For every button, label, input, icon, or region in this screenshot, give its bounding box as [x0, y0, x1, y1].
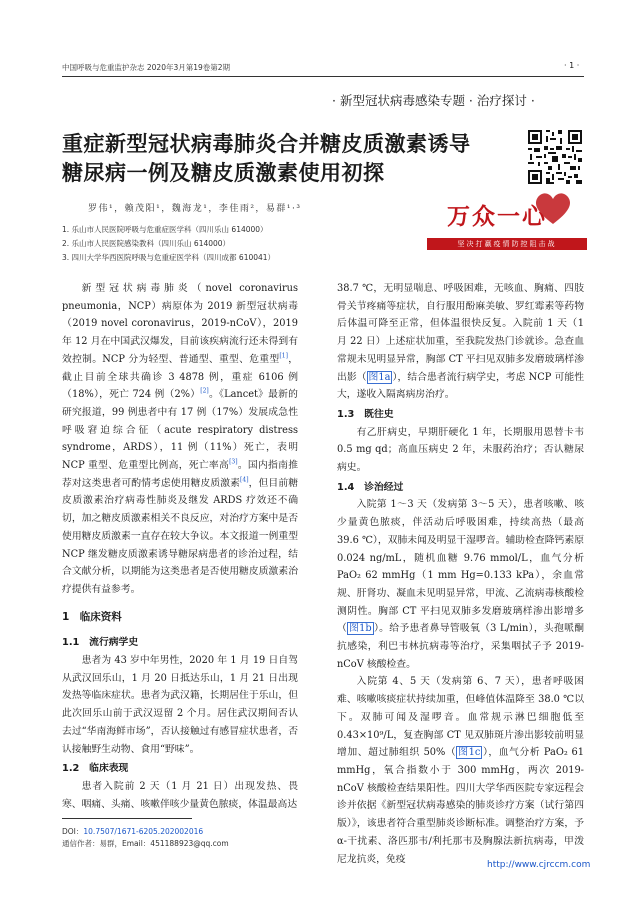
- footnote-rule: [62, 818, 192, 819]
- title-line-1: 重症新型冠状病毒肺炎合并糖皮质激素诱导: [62, 132, 471, 156]
- author-list: 罗伟¹，赖茂阳¹，魏海龙¹，李佳雨²，易群¹·³: [88, 204, 302, 214]
- subsection-heading: 1.4 诊治经过: [337, 481, 404, 493]
- footnote: DOI：10.7507/1671-6205.202002016 通信作者：易群，Email：451188923@qq.com: [62, 827, 229, 848]
- body-paragraph: 入院第 4、5 天（发病第 6、7 天），患者呼吸困难、咳嗽咳痰症状持续加重，但峰值体温降至 38.0 ℃以下。双肺可闻及湿啰音。血常规示淋巴细胞低至 0.43×10⁹/L，复查胸部 CT 见双肺斑片渗出影较前明显增加、超过肺组织 50%（ 图1c ），血气分析 PaO₂ 61 mmHg，氧合指数小于 300 mmHg，两次 2019-nCoV 核酸检查结果阳性。四川大学华西医院专家远程会诊并依据《新型冠状病毒感染的肺炎诊疗方案（试行第四版）》，该患者符合重型肺炎诊断标准。调整治疗方案，予 α-干扰素、洛匹那韦/利托那韦及胸腺法新抗病毒，甲泼尼龙抗炎，免疫: [337, 676, 584, 865]
- affiliation-list: [62, 223, 275, 265]
- doi-link[interactable]: 10.7507/1671-6205.202002016: [83, 827, 204, 836]
- journal-header: 中国呼吸与危重监护杂志 2020年3月第19卷第2期: [62, 63, 231, 72]
- body-paragraph: 入院第 1～3 天（发病第 3～5 天），患者咳嗽、咳少量黄色脓痰，伴活动后呼吸困难，持续高热（最高 39.6 ℃），双肺未闻及明显干湿啰音。辅助检查降钙素原 0.024 ng/mL，随机血糖 9.76 mmol/L，血气分析 PaO₂ 62 mmHg（1 mm Hg=0.133 kPa），余血常规、肝肾功、凝血未见明显异常，甲流、乙流病毒核酸检测阴性。胸部 CT 平扫见双肺多发磨玻璃样渗出影增多（ 图1b ）。给予患者鼻导管吸氧（3 L/min），头孢哌酮抗感染，利巴韦林抗病毒等治疗，采集咽拭子予 2019-nCoV 核酸检查。: [337, 499, 584, 670]
- body-column-left: [62, 280, 298, 813]
- intro-paragraph: 新型冠状病毒肺炎（novel coronavirus pneumonia，NCP）病原体为 2019 新型冠状病毒（2019 novel coronavirus，2019-nCoV），2019 年 12 月在中国武汉爆发，目前该疾病流行还未得到有效控制。NCP 分为轻型、普通型、重型、危重型[1]，截止目前全球共确诊 3 4878 例，重症 6106 例（18%），死亡 724 例（2%）[2]。《Lancet》最新的研究报道，99 例患者中有 17 例（17%）发展成急性呼吸窘迫综合征（acute respiratory distress syndrome，ARDS），11 例（11%）死亡，表明 NCP 重型、危重型比例高，死亡率高[3]。国内指南推荐对这类患者可酌情考虑使用糖皮质激素[4]，但目前糖皮质激素治疗病毒性肺炎及继发 ARDS 疗效还不确切，加之糖皮质激素相关不良反应，对治疗方案中是否使用糖皮质激素一直存在较大争议。本文报道一例重型 NCP 继发糖皮质激素诱导糖尿病患者的诊治过程，结合文献分析，以期能为这类患者是否使用糖皮质激素治疗提供有益参考。: [62, 283, 299, 595]
- affiliation-item: 2. 乐山市人民医院感染教科（四川乐山 614000）: [62, 239, 231, 248]
- section-heading: 1 临床资料: [62, 610, 122, 623]
- citation-link[interactable]: [1]: [279, 352, 288, 360]
- qr-code-icon: [528, 130, 582, 184]
- affiliation-item: 1. 乐山市人民医院呼吸与危重症医学科（四川乐山 614000）: [62, 225, 268, 234]
- citation-link[interactable]: [4]: [240, 476, 249, 484]
- body-paragraph: 患者为 43 岁中年男性，2020 年 1 月 19 日自驾从武汉回乐山，1 月 20 日抵达乐山，1 月 21 日出现发热等临床症状。患者为武汉籍，长期居住于乐山，但此次回乐山前于武汉逗留 2 个月。居住武汉期间否认去过“华南海鲜市场”，否认接触过有感冒症状患者，否认接触野生动物、食用“野味”。: [62, 655, 298, 755]
- corresponding-author: 通信作者：易群，Email：451188923@qq.com: [62, 839, 229, 848]
- subsection-heading: 1.2 临床表现: [62, 763, 129, 775]
- website-link[interactable]: http://www.cjrccm.com: [487, 860, 591, 870]
- figure-link[interactable]: 图1a: [368, 371, 391, 383]
- title-line-2: 糖尿病一例及糖皮质激素使用初探: [62, 161, 385, 185]
- body-paragraph: 患者入院前 2 天（1 月 21 日）出现发热、畏寒、咽痛、头痛、咳嗽伴咳少量黄色脓痰，体温最高达: [62, 780, 298, 810]
- subsection-heading: 1.1 流行病学史: [62, 637, 139, 649]
- body-column-right: [337, 280, 584, 868]
- affiliation-item: 3. 四川大学华西医院呼吸与危重症医学科（四川成都 610041）: [62, 253, 276, 262]
- figure-link[interactable]: 图1c: [458, 747, 481, 759]
- citation-link[interactable]: [3]: [229, 458, 238, 466]
- subsection-heading: 1.3 既往史: [337, 408, 394, 420]
- body-paragraph: 38.7 ℃，无明显喘息、呼吸困难，无咳血、胸痛、四肢骨关节疼痛等症状，自行服用酚麻美敏、罗红霉素等药物后体温可降至正常，但体温很快反复。入院前 1 天（1 月 22 日）上述症状加重，至我院发热门诊就诊。急查血常规未见明显异常，胸部 CT 平扫见双肺多发磨玻璃样渗出影（ 图1a ），结合患者流行病学史，考虑 NCP 可能性大，遂收入隔离病房治疗。: [337, 283, 585, 401]
- slogan-main-text: 万众一心: [447, 204, 547, 230]
- figure-link[interactable]: 图1b: [349, 623, 372, 635]
- body-paragraph: 有乙肝病史，早期肝硬化 1 年，长期服用恩替卡韦 0.5 mg qd；高血压病史 2 年，未服药治疗；否认糖尿病史。: [337, 426, 584, 474]
- column-tag: · 新型冠状病毒感染专题 · 治疗探讨 ·: [332, 93, 535, 108]
- citation-link[interactable]: [2]: [200, 387, 209, 395]
- article-title: [62, 130, 517, 188]
- header-rule: [62, 76, 584, 77]
- slogan-banner: [427, 188, 587, 252]
- page-number: · 1 ·: [564, 61, 580, 70]
- slogan-sub-text: 坚决打赢疫情防控阻击战: [427, 238, 587, 250]
